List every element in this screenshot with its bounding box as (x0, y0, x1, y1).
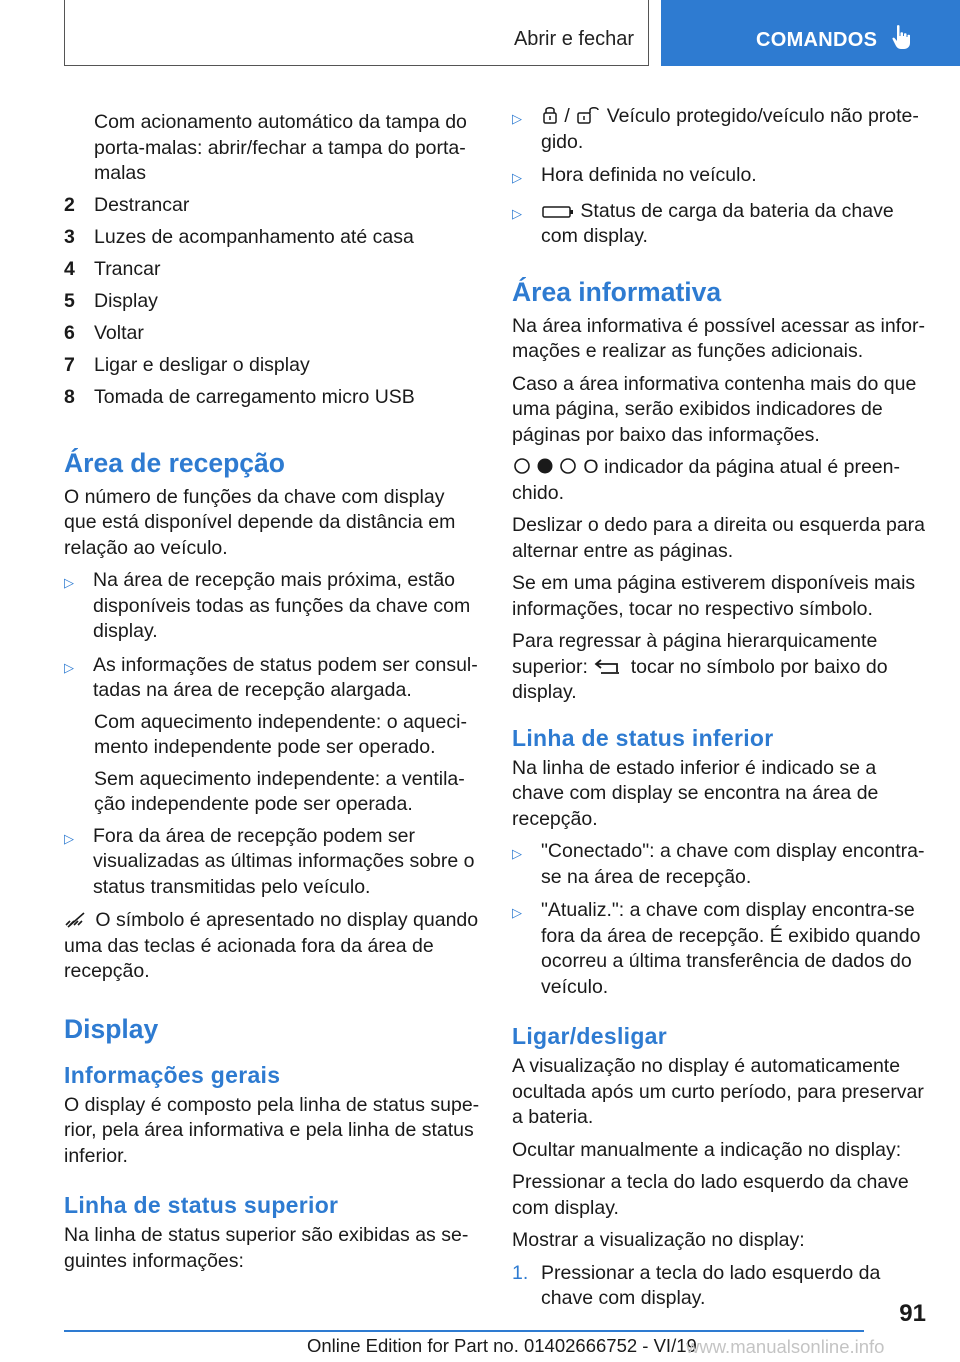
bullet-item: ▷ "Conectado": a chave com display encontra-se na área de recepção. (512, 839, 928, 890)
list-item: 2 Destrancar (64, 193, 190, 216)
list-item: 4 Trancar (64, 257, 161, 280)
paragraph: O display é composto pela linha de status superior, pela área informativa e pela linha de status inferior. (64, 1093, 480, 1167)
paragraph: Pressionar a tecla do lado esquerdo da chave com display. (512, 1171, 909, 1219)
page-indicator-icon (512, 456, 578, 476)
no-connection-icon (64, 911, 90, 929)
heading-area-recepcao: Área de recepção (64, 447, 285, 478)
page-number: 91 (899, 1300, 926, 1327)
bullet-item: ▷ Hora definida no veículo. (512, 163, 928, 191)
list-item-1-continuation: Com acionamento automático da tampa do porta-malas: abrir/fechar a tampa do porta-malas (94, 111, 467, 184)
bullet-marker: ▷ (64, 659, 74, 675)
list-item: 3 Luzes de acompanhamento até casa (64, 225, 414, 248)
section-title: Abrir e fechar (513, 28, 634, 50)
edition-text: Online Edition for Part no. 01402666752 - VI/19 (307, 1335, 697, 1356)
paragraph: Na área informativa é possível acessar as informações e realizar as funções adicionais. (512, 314, 925, 362)
heading-informacoes-gerais: Informações gerais (64, 1061, 281, 1088)
header-section-box (64, 0, 649, 66)
paragraph: Na linha de status superior são exibidas as seguintes informações: (64, 1224, 469, 1272)
bullet-item: ▷ As informações de status podem ser consultadas na área de recepção alargada. (64, 653, 480, 704)
heading-display: Display (64, 1013, 159, 1044)
heading-ligar-desligar: Ligar/desligar (512, 1023, 668, 1049)
list-item: 7 Ligar e desligar o display (64, 353, 310, 376)
bullet-marker: ▷ (64, 830, 74, 846)
list-item: 8 Tomada de carregamento micro USB (64, 385, 415, 408)
bullet-item: ▷ Fora da área de recepção podem ser visualizadas as últimas informações sobre o status transmitidas pelo veículo. (64, 824, 480, 901)
paragraph: O número de funções da chave com display que está disponível depende da distância em relação ao veículo. (64, 485, 456, 559)
paragraph: Ocultar manualmente a indicação no display: (512, 1138, 902, 1161)
lock-closed-icon (541, 105, 559, 125)
heading-area-informativa: Área informativa (512, 276, 722, 307)
left-column (64, 110, 480, 1281)
list-item: 5 Display (64, 289, 158, 312)
bullet-marker: ▷ (512, 111, 522, 126)
paragraph-symbol: O símbolo é apresentado no display quando uma das teclas é acionada fora da área de recepção. (64, 909, 479, 982)
list-item: 6 Voltar (64, 321, 144, 344)
bullet-marker: ▷ (512, 905, 522, 920)
lock-open-icon (575, 105, 601, 125)
hand-pointer-icon (891, 24, 913, 50)
battery-icon (541, 204, 575, 220)
right-column (512, 104, 928, 1312)
paragraph-back: Para regressar à página hierarquicamente superior: tocar no símbolo por baixo do display. (512, 630, 888, 703)
bullet-marker: ▷ (512, 846, 522, 861)
paragraph: Deslizar o dedo para a direita ou esquerda para alternar entre as páginas. (512, 514, 926, 562)
step-number: 1. (512, 1261, 529, 1284)
bullet-marker: ▷ (512, 205, 522, 221)
bullet-item: ▷ / Veículo protegido/veículo não protegido. (512, 104, 928, 155)
paragraph: Caso a área informativa contenha mais do que uma página, serão exibidos indicadores de páginas por baixo das informações. (512, 372, 917, 446)
bullet-marker: ▷ (512, 170, 522, 185)
paragraph: Se em uma página estiverem disponíveis mais informações, tocar no respectivo símbolo. (512, 572, 916, 620)
bullet-item: ▷ Na área de recepção mais próxima, estão disponíveis todas as funções da chave com display. (64, 568, 480, 645)
bullet-item: ▷ "Atualiz.": a chave com display encontra-se fora da área de recepção. É exibido quando ocorreu a última transferência de dados do veículo. (512, 898, 928, 1000)
chapter-title: COMANDOS (756, 29, 878, 51)
paragraph: Na linha de estado inferior é indicado se a chave com display se encontra na área de recepção. (512, 756, 879, 830)
bullet-item: ▷ Status de carga da bateria da chave com display. (512, 199, 928, 250)
bullet-continuation: Com aquecimento independente: o aquecimento independente pode ser operado. (94, 710, 467, 758)
heading-linha-status-superior: Linha de status superior (64, 1192, 339, 1218)
back-arrow-icon (593, 658, 625, 676)
paragraph: Mostrar a visualização no display: (512, 1229, 805, 1251)
watermark: www.manualsonline.info (686, 1336, 885, 1357)
header-chapter-box (661, 0, 960, 66)
paragraph: A visualização no display é automaticamente ocultada após um curto período, para preservar a bateria. (512, 1055, 924, 1128)
bullet-continuation: Sem aquecimento independente: a ventilação independente pode ser operada. (94, 767, 465, 815)
heading-linha-status-inferior: Linha de status inferior (512, 724, 774, 751)
footer-divider (64, 1330, 864, 1332)
bullet-marker: ▷ (64, 575, 74, 590)
numbered-step: 1. Pressionar a tecla do lado esquerdo da chave com display. (512, 1261, 928, 1312)
paragraph-page-indicator: O indicador da página atual é preenchido. (512, 456, 900, 504)
